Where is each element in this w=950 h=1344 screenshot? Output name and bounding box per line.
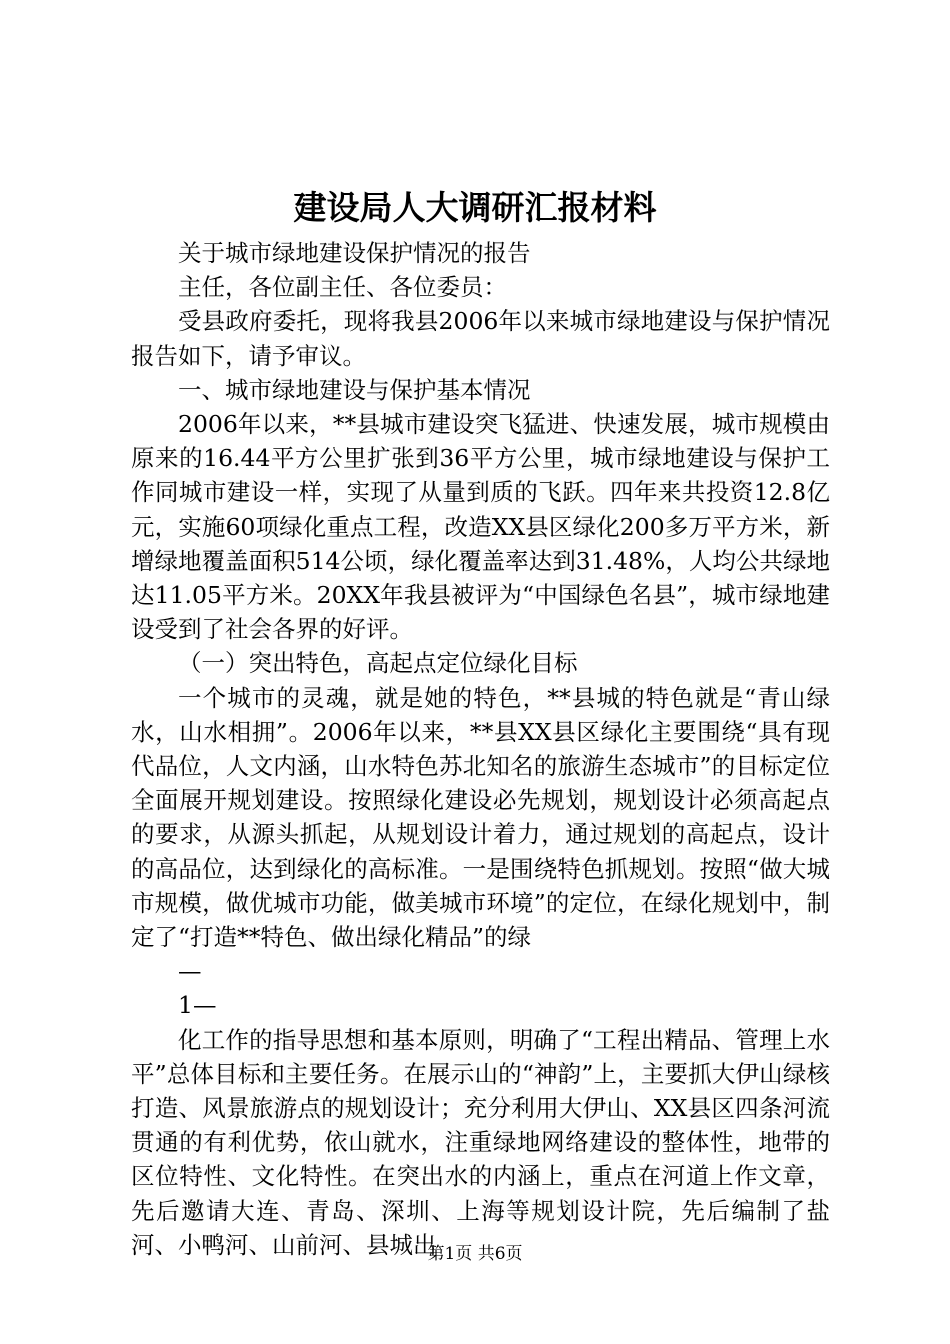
salutation: 主任，各位副主任、各位委员：	[178, 273, 507, 302]
continuation-paragraph: 化工作的指导思想和基本原则，明确了“工程出精品、管理上水平”总体目标和主要任务。在展示山的“神韵”上，主要抓大伊山绿核打造、风景旅游点的规划设计；充分利用大伊山、XX县区四条河流贯通的有利优势，依山就水，注重绿地网络建设的整体性，地带的区位特性、文化特性。在突出水的内涵上，重点在河道上作文章，先后邀请大连、青岛、深圳、上海等规划设计院，先后编制了盐河、小鸭河、山前河、县城出	[131, 1025, 830, 1259]
report-subtitle: 关于城市绿地建设保护情况的报告	[178, 239, 531, 267]
page-footer: 第1页 共6页	[427, 1244, 523, 1264]
section-heading-1: 一、城市绿地建设与保护基本情况	[178, 375, 531, 404]
subsection-heading-1: （一）突出特色，高起点定位绿化目标	[178, 649, 578, 678]
document-title: 建设局人大调研汇报材料	[293, 188, 657, 227]
intro-paragraph: 受县政府委托，现将我县2006年以来城市绿地建设与保护情况报告如下，请予审议。	[131, 307, 830, 370]
page-mark-number: 1—	[178, 991, 217, 1020]
document-body	[131, 236, 830, 1262]
overview-paragraph: 2006年以来，**县城市建设突飞猛进、快速发展，城市规模由原来的16.44平方公里扩张到36平方公里，城市绿地建设与保护工作同城市建设一样，实现了从量到质的飞跃。四年来共投资12.8亿元，实施60项绿化重点工程，改造XX县区绿化200多万平方米，新增绿地覆盖面积514公顷，绿化覆盖率达到31.48%，人均公共绿地达11.05平方米。20XX年我县被评为“中国绿色名县”，城市绿地建设受到了社会各界的好评。	[131, 410, 830, 644]
feature-paragraph: 一个城市的灵魂，就是她的特色，**县城的特色就是“青山绿水，山水相拥”。2006年以来，**县XX县区绿化主要围绕“具有现代品位，人文内涵，山水特色苏北知名的旅游生态城市”的目标定位全面展开规划建设。按照绿化建设必先规划，规划设计必须高起点的要求，从源头抓起，从规划设计着力，通过规划的高起点，设计的高品位，达到绿化的高标准。一是围绕特色抓规划。按照“做大城市规模，做优城市功能，做美城市环境”的定位，在绿化规划中，制定了“打造**特色、做出绿化精品”的绿	[131, 683, 830, 952]
page-mark-dash: —	[178, 957, 202, 986]
